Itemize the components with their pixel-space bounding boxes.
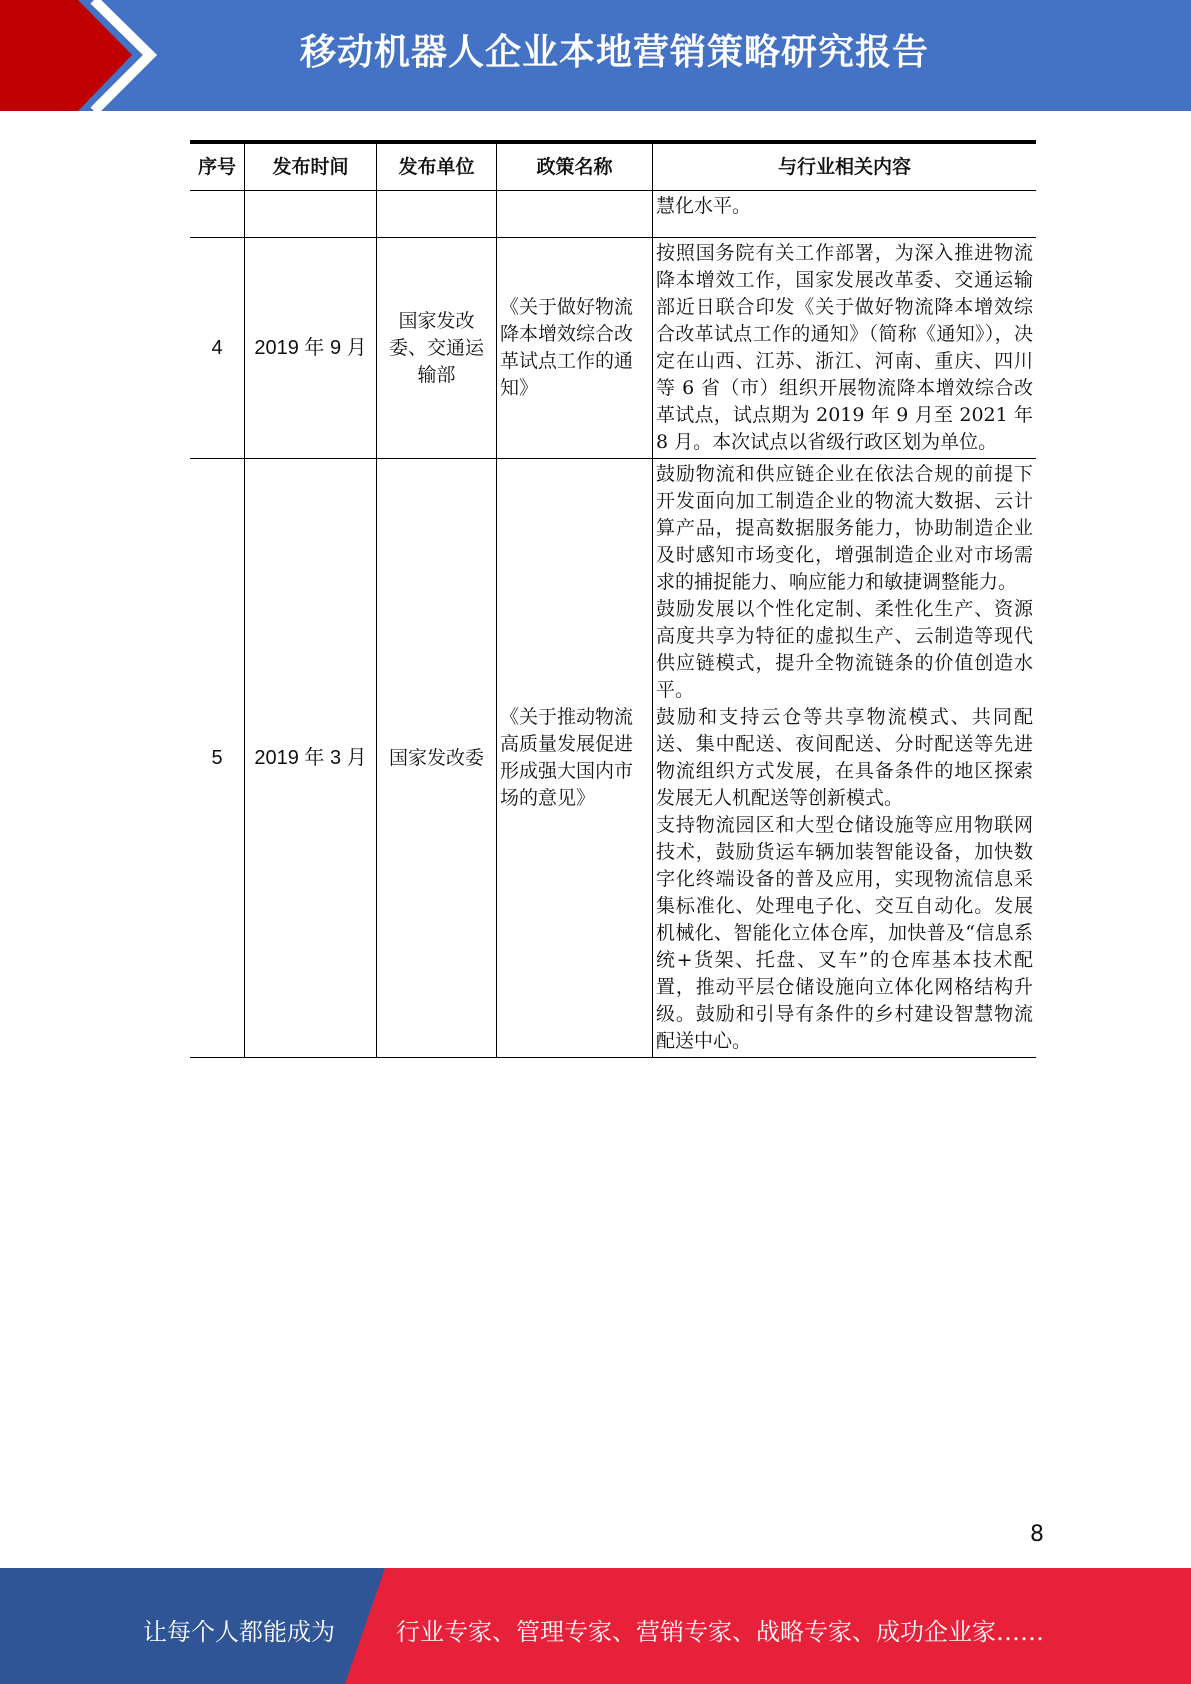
table-cell-content [653, 238, 1037, 459]
table-cell-name [497, 191, 653, 238]
table-cell-seq [190, 191, 245, 238]
page-title: 移动机器人企业本地营销策略研究报告 [300, 32, 930, 73]
column-header-content: 与行业相关内容 [653, 142, 1037, 191]
table-row-continuation [190, 191, 1036, 238]
table-cell-seq: 5 [190, 459, 245, 1058]
footer-banner [0, 1568, 1191, 1684]
table-header-row [190, 142, 1036, 191]
policy-table [190, 140, 1036, 1058]
column-header-seq: 序号 [190, 142, 245, 191]
table-cell-content: 慧化水平。 [653, 191, 1037, 238]
table-cell-unit: 国家发改委 [377, 459, 497, 1058]
table-cell-content [653, 459, 1037, 1058]
table-cell-name: 《关于做好物流降本增效综合改革试点工作的通知》 [497, 238, 653, 459]
footer-slogan-right: 行业专家、管理专家、营销专家、战略专家、成功企业家…… [396, 1618, 1044, 1646]
content-paragraph: 鼓励和支持云仓等共享物流模式、共同配送、集中配送、夜间配送、分时配送等先进物流组织方式发展，在具备条件的地区探索发展无人机配送等创新模式。 [656, 706, 1033, 809]
header-banner [0, 0, 1191, 111]
content-paragraph: 按照国务院有关工作部署，为深入推进物流降本增效工作，国家发展改革委、交通运输部近日联合印发《关于做好物流降本增效综合改革试点工作的通知》（简称《通知》），决定在山西、江苏、浙江、河南、重庆、四川等 6 省（市）组织开展物流降本增效综合改革试点，试点期为 2019 年 9 月至 2021 年 8 月。本次试点以省级行政区划为单位。 [656, 242, 1033, 453]
table-cell-date: 2019 年 9 月 [245, 238, 377, 459]
table-row [190, 459, 1036, 1058]
page-number: 8 [1030, 1522, 1044, 1547]
content-paragraph: 鼓励物流和供应链企业在依法合规的前提下开发面向加工制造企业的物流大数据、云计算产品，提高数据服务能力，协助制造企业及时感知市场变化，增强制造企业对市场需求的捕捉能力、响应能力和敏捷调整能力。 [656, 463, 1033, 593]
table-cell-name: 《关于推动物流高质量发展促进形成强大国内市场的意见》 [497, 459, 653, 1058]
table-cell-unit: 国家发改委、交通运输部 [377, 238, 497, 459]
column-header-name: 政策名称 [497, 142, 653, 191]
table-cell-seq: 4 [190, 238, 245, 459]
table-row [190, 238, 1036, 459]
table-cell-unit [377, 191, 497, 238]
column-header-date: 发布时间 [245, 142, 377, 191]
table-cell-date [245, 191, 377, 238]
footer-slogan-left: 让每个人都能成为 [143, 1618, 335, 1646]
column-header-unit: 发布单位 [377, 142, 497, 191]
content-paragraph: 鼓励发展以个性化定制、柔性化生产、资源高度共享为特征的虚拟生产、云制造等现代供应链模式，提升全物流链条的价值创造水平。 [656, 598, 1033, 701]
content-paragraph: 支持物流园区和大型仓储设施等应用物联网技术，鼓励货运车辆加装智能设备，加快数字化终端设备的普及应用，实现物流信息采集标准化、处理电子化、交互自动化。发展机械化、智能化立体仓库，加快普及“信息系统+货架、托盘、叉车”的仓库基本技术配置，推动平层仓储设施向立体化网格结构升级。鼓励和引导有条件的乡村建设智慧物流配送中心。 [656, 814, 1033, 1052]
table-cell-date: 2019 年 3 月 [245, 459, 377, 1058]
